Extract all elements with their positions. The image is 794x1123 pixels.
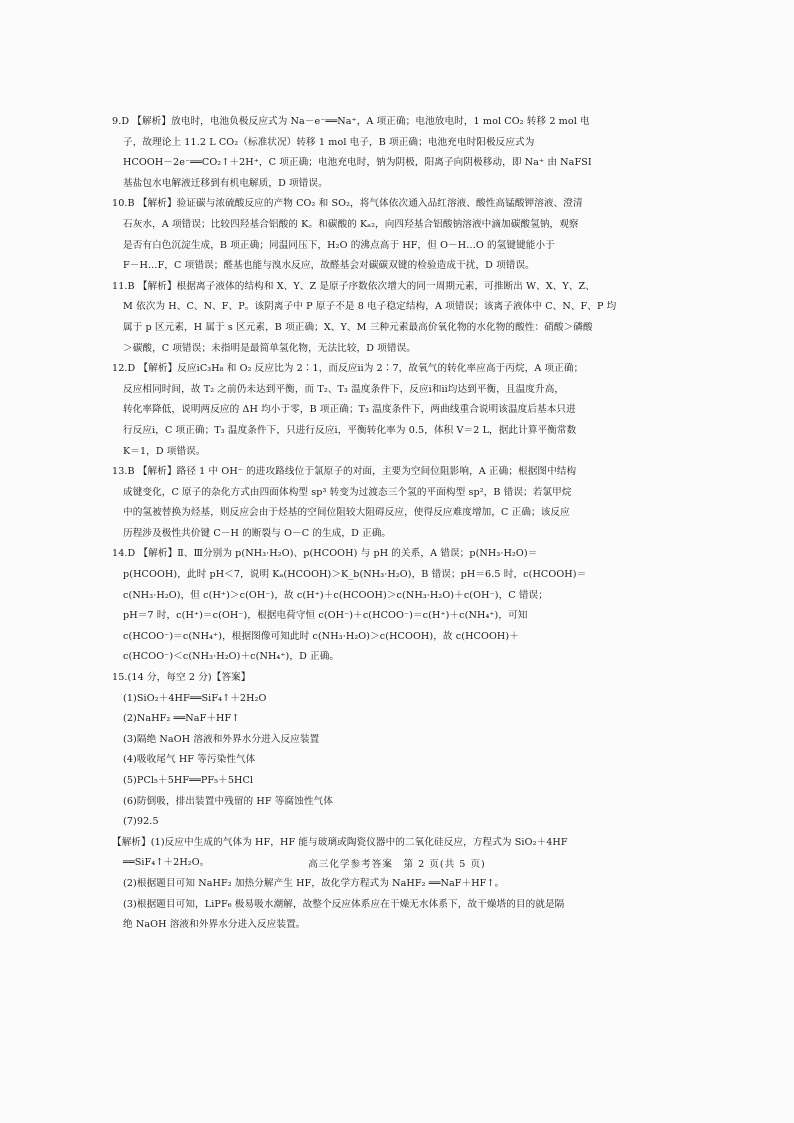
text-line: F－H…F，C 项错误；醛基也能与溴水反应，故醛基会对碳碳双键的检验造成干扰，D 项错误。 — [123, 260, 535, 272]
answer-item-9 — [112, 112, 688, 194]
text-line: 基盐包水电解液迁移到有机电解质，D 项错误。 — [123, 177, 328, 189]
text-line: c(NH₃·H₂O)，但 c(H⁺)＞c(OH⁻)，故 c(H⁺)＋c(HCOOH)＞c(NH₃·H₂O)＋c(OH⁻)，C 错误； — [123, 589, 548, 601]
text-line: 中的氢被替换为烃基，则反应会由于烃基的空间位阻较大阻碍反应，使得反应难度增加，C 正确；该反应 — [123, 507, 570, 519]
text-line: 9.D 【解析】放电时，电池负极反应式为 Na－e⁻══Na⁺，A 项正确；电池放电时，1 mol CO₂ 转移 2 mol 电 — [112, 116, 590, 127]
answer-line: (4)吸收尾气 HF 等污染性气体 — [123, 754, 256, 766]
analysis-line: (2)根据题目可知 NaHF₂ 加热分解产生 HF，故化学方程式为 NaHF₂ ══NaF＋HF↑。 — [123, 877, 505, 889]
text-line: 行反应ⅰ，C 项正确；T₃ 温度条件下，只进行反应ⅰ，平衡转化率为 0.5，体积 V＝2 L，据此计算平衡常数 — [123, 424, 577, 436]
text-line: 石灰水，A 项错误；比较四羟基合铝酸的 K。和碳酸的 Kₐ₂，向四羟基合铝酸钠溶液中滴加碳酸氢钠，观察 — [123, 218, 579, 230]
answer-line — [112, 709, 688, 730]
text-line: pH＝7 时，c(H⁺)＝c(OH⁻)，根据电荷守恒 c(OH⁻)＋c(HCOO⁻)＝c(H⁺)＋c(NH₄⁺)，可知 — [123, 610, 528, 622]
answer-item-15 — [112, 668, 688, 936]
text-line: 12.D 【解析】反应ⅰC₃H₈ 和 O₂ 反应比为 2∶1，而反应ⅱ为 2∶7，故氧气的转化率应高于丙烷，A 项正确； — [112, 363, 584, 375]
answer-line: (3)隔绝 NaOH 溶液和外界水分进入反应装置 — [123, 733, 320, 745]
text-line: ＞碳酸，C 项错误；未指明是最简单氢化物，无法比较，D 项错误。 — [123, 342, 416, 354]
text-line: c(HCOO⁻)＜c(NH₃·H₂O)＋c(NH₄⁺)，D 正确。 — [123, 651, 340, 663]
text-line: 13.B 【解析】路径 1 中 OH⁻ 的进攻路线位于氯原子的对面，主要为空间位阻影响，A 正确；根据图中结构 — [112, 466, 577, 478]
answer-content — [112, 112, 688, 936]
text-line: 子，故理论上 11.2 L CO₂（标准状况）转移 1 mol 电子，B 项正确；电池充电时阳极反应式为 — [123, 136, 535, 148]
analysis-line: (3)根据题目可知，LiPF₆ 极易吸水潮解，故整个反应体系应在干燥无水体系下，故干燥塔的目的就是隔 — [123, 898, 565, 910]
answer-item-10 — [112, 194, 688, 276]
text-line: 属于 p 区元素，H 属于 s 区元素，B 项正确；X、Y、M 三种元素最高价氧化物的水化物的酸性：硝酸＞磷酸 — [123, 321, 593, 333]
text-line: p(HCOOH)，此时 pH＜7，说明 Kₐ(HCOOH)＞K_b(NH₃·H₂O)，B 错误；pH＝6.5 时，c(HCOOH)＝ — [123, 569, 587, 581]
answer-line: (7)92.5 — [123, 816, 159, 828]
question-15-header: 15.(14 分，每空 2 分)【答案】 — [112, 672, 251, 684]
analysis-line: ══SiF₄↑＋2H₂O。 — [123, 857, 210, 869]
text-line: 反应相同时间，故 T₂ 之前仍未达到平衡，而 T₂、T₃ 温度条件下，反应ⅰ和ⅱ均达到平衡，且温度升高， — [123, 383, 565, 395]
text-line: M 依次为 H、C、N、F、P。该阴离子中 P 原子不是 8 电子稳定结构，A 项错误；该离子液体中 C、N、F、P 均 — [123, 301, 617, 313]
text-line: 成键变化，C 原子的杂化方式由四面体构型 sp³ 转变为过渡态三个氢的平面构型 sp²，B 错误；若氯甲烷 — [123, 486, 572, 498]
text-line: 历程涉及极性共价键 C－H 的断裂与 O－C 的生成，D 正确。 — [123, 527, 392, 539]
text-line: 11.B 【解析】根据离子液体的结构和 X、Y、Z 是原子序数依次增大的同一周期元素，可推断出 W、X、Y、Z、 — [112, 280, 595, 292]
answer-text: (2)NaHF₂ ══NaF＋HF↑ — [123, 713, 240, 725]
text-line: 14.D 【解析】Ⅱ、Ⅲ分别为 p(NH₃·H₂O)、p(HCOOH) 与 pH 的关系，A 错误；p(NH₃·H₂O)＝ — [112, 548, 538, 560]
page-footer: 高三化学参考答案 第 2 页(共 5 页) — [308, 859, 486, 870]
text-line: 10.B 【解析】验证碳与浓硫酸反应的产物 CO₂ 和 SO₂，将气体依次通入品红溶液、酸性高锰酸钾溶液、澄清 — [112, 198, 583, 210]
answer-item-13 — [112, 462, 688, 544]
answer-line: (5)PCl₅＋5HF══PF₅＋5HCl — [123, 775, 254, 786]
analysis-line: 绝 NaOH 溶液和外界水分进入反应装置。 — [123, 919, 306, 931]
text-line: 是否有白色沉淀生成，B 项正确；同温同压下，H₂O 的沸点高于 HF，但 O－H…O 的氢键键能小于 — [123, 239, 555, 251]
answer-line: (1)SiO₂＋4HF══SiF₄↑＋2H₂O — [123, 692, 267, 704]
answer-item-12 — [112, 359, 688, 462]
answer-line: (6)防倒吸，排出装置中残留的 HF 等腐蚀性气体 — [123, 795, 333, 807]
text-line: 转化率降低，说明两反应的 ΔH 均小于零，B 项正确；T₃ 温度条件下，两曲线重合说明该温度后基本只进 — [123, 404, 576, 416]
answer-item-11 — [112, 277, 688, 359]
analysis-line: 【解析】(1)反应中生成的气体为 HF，HF 能与玻璃或陶瓷仪器中的二氧化硅反应，方程式为 SiO₂＋4HF — [112, 836, 568, 848]
text-line: HCOOH－2e⁻══CO₂↑＋2H⁺，C 项正确；电池充电时，钠为阴极，阳离子向阴极移动，即 Na⁺ 由 NaFSI — [123, 157, 592, 169]
text-line: c(HCOO⁻)＝c(NH₄⁺)，根据图像可知此时 c(NH₃·H₂O)＞c(HCOOH)，故 c(HCOOH)＋ — [123, 630, 519, 642]
answer-item-14 — [112, 544, 688, 668]
text-line: K＝1，D 项错误。 — [123, 445, 206, 457]
